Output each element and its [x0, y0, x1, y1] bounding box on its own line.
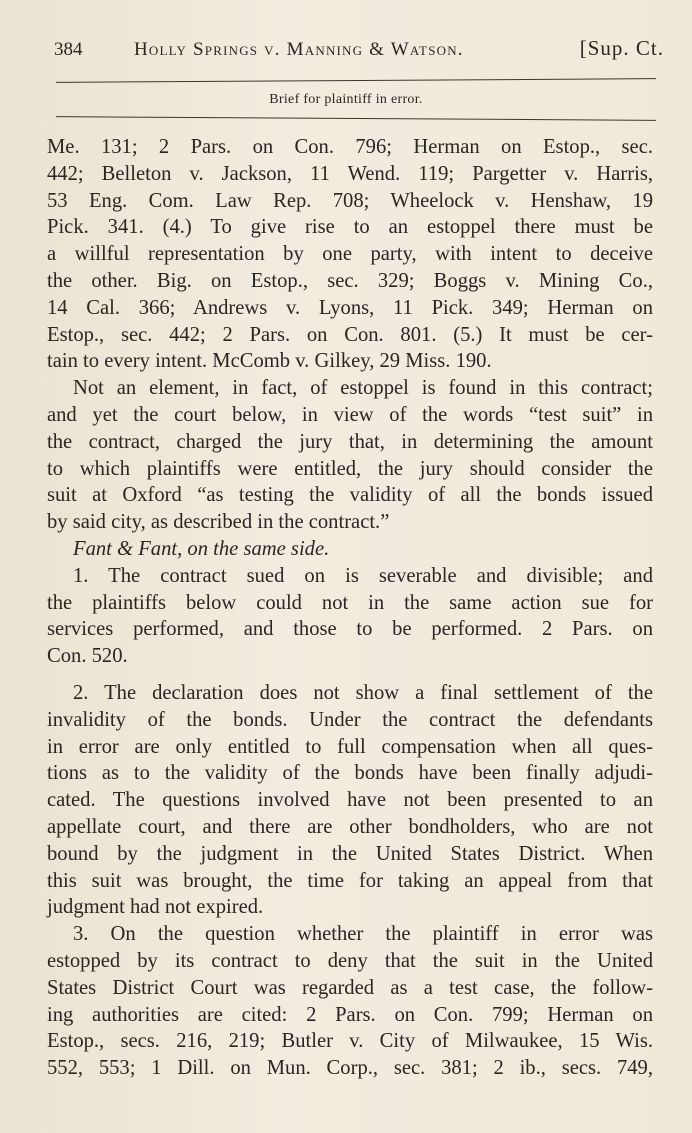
text-line: tain to every intent. McComb v. Gilkey, 29 Miss. 190.: [47, 350, 492, 373]
text-line: 1. The contract sued on is severable and divisible; and: [73, 564, 653, 587]
text-line: 53 Eng. Com. Law Rep. 708; Wheelock v. Henshaw, 19: [47, 189, 653, 212]
page-number: 384: [54, 39, 83, 60]
text-line: to which plaintiffs were entitled, the jury should consider the: [47, 457, 653, 480]
text-line: in error are only entitled to full compensation when all ques-: [47, 735, 653, 758]
text-line: States District Court was regarded as a test case, the follow-: [47, 976, 653, 999]
text-line: ing authorities are cited: 2 Pars. on Con. 799; Herman on: [47, 1003, 653, 1026]
text-line: cated. The questions involved have not been presented to an: [47, 789, 653, 812]
header-rule-top: [56, 78, 656, 83]
text-line: 2. The declaration does not show a final settlement of the: [73, 681, 653, 704]
text-line: 442; Belleton v. Jackson, 11 Wend. 119; Pargetter v. Harris,: [47, 162, 653, 185]
text-line: judgment had not expired.: [47, 896, 264, 919]
text-line: services performed, and those to be performed. 2 Pars. on: [47, 618, 653, 641]
text-line: bound by the judgment in the United States District. When: [47, 842, 653, 865]
header-rule-bottom: [56, 116, 656, 121]
text-line: appellate court, and there are other bondholders, who are not: [47, 815, 653, 838]
text-line: suit at Oxford “as testing the validity of all the bonds issued: [47, 484, 653, 507]
text-line: the plaintiffs below could not in the same action sue for: [47, 591, 653, 614]
text-line: Pick. 341. (4.) To give rise to an estoppel there must be: [47, 216, 653, 239]
text-line: 14 Cal. 366; Andrews v. Lyons, 11 Pick. 349; Herman on: [47, 296, 653, 319]
text-line: Con. 520.: [47, 645, 128, 668]
running-title: Holly Springs v. Manning & Watson.: [134, 39, 464, 60]
text-line: by said city, as described in the contract.”: [47, 511, 390, 534]
text-line: estopped by its contract to deny that the suit in the United: [47, 949, 653, 972]
text-line: Estop., secs. 216, 219; Butler v. City of Milwaukee, 15 Wis.: [47, 1030, 653, 1053]
counsel-line: Fant & Fant, on the same side.: [73, 537, 330, 560]
text-line: 552, 553; 1 Dill. on Mun. Corp., sec. 381; 2 ib., secs. 749,: [47, 1057, 653, 1080]
text-line: invalidity of the bonds. Under the contract the defendants: [47, 708, 653, 731]
court-label: [Sup. Ct.: [579, 36, 664, 60]
text-line: tions as to the validity of the bonds have been finally adjudi-: [47, 762, 653, 785]
text-line: a willful representation by one party, with intent to deceive: [47, 243, 653, 266]
text-line: the contract, charged the jury that, in determining the amount: [47, 430, 653, 453]
text-line: 3. On the question whether the plaintiff in error was: [73, 923, 653, 946]
text-line: Me. 131; 2 Pars. on Con. 796; Herman on Estop., sec.: [47, 136, 653, 158]
text-line: Not an element, in fact, of estoppel is found in this contract;: [73, 377, 653, 400]
paragraph-gap: [47, 670, 653, 680]
text-line: and yet the court below, in view of the words “test suit” in: [47, 403, 653, 426]
text-line: this suit was brought, the time for taking an appeal from that: [47, 869, 653, 892]
text-line: the other. Big. on Estop., sec. 329; Boggs v. Mining Co.,: [47, 269, 653, 292]
running-header: [54, 36, 664, 72]
page-body-text: [47, 134, 653, 1082]
text-line: Estop., sec. 442; 2 Pars. on Con. 801. (5.) It must be cer-: [47, 323, 653, 346]
brief-subheading: Brief for plaintiff in error.: [269, 92, 423, 107]
